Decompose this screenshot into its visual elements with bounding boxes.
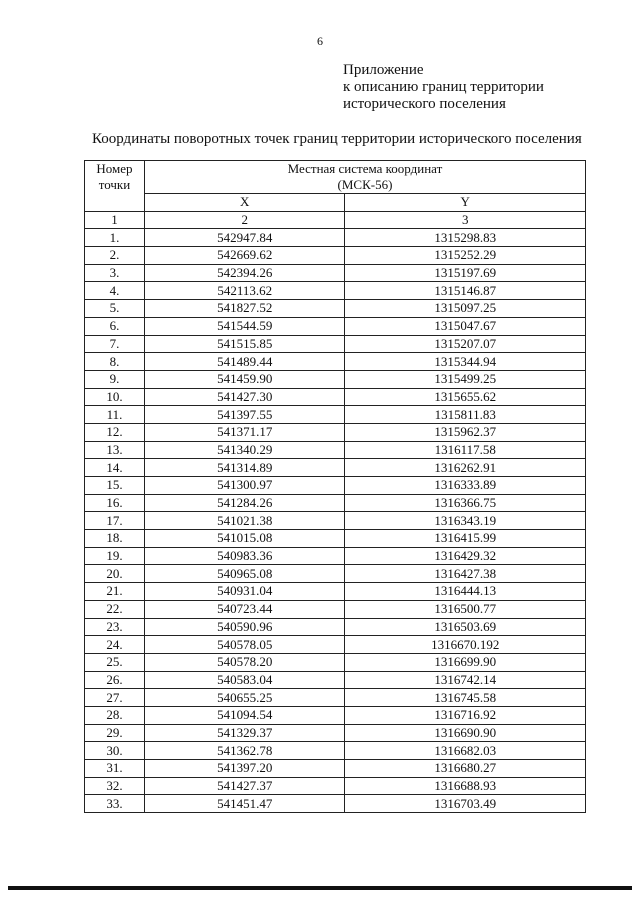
appendix-note	[343, 62, 603, 113]
table-body	[85, 229, 586, 813]
point-number-cell: 22.	[85, 600, 145, 618]
column-index-3: 3	[345, 211, 586, 229]
appendix-line-3: исторического поселения	[343, 96, 506, 112]
x-coordinate-cell: 541459.90	[144, 370, 345, 388]
x-coordinate-cell: 540655.25	[144, 689, 345, 707]
x-coordinate-cell: 540578.05	[144, 636, 345, 654]
x-coordinate-cell: 541015.08	[144, 530, 345, 548]
y-coordinate-cell: 1315047.67	[345, 317, 586, 335]
point-number-cell: 18.	[85, 530, 145, 548]
point-number-cell: 20.	[85, 565, 145, 583]
point-number-cell: 27.	[85, 689, 145, 707]
y-coordinate-cell: 1316429.32	[345, 547, 586, 565]
point-number-cell: 21.	[85, 583, 145, 601]
y-coordinate-cell: 1315097.25	[345, 300, 586, 318]
x-coordinate-cell: 540723.44	[144, 600, 345, 618]
x-coordinate-cell: 542669.62	[144, 247, 345, 265]
point-number-cell: 1.	[85, 229, 145, 247]
y-coordinate-cell: 1315298.83	[345, 229, 586, 247]
header-x: X	[144, 194, 345, 212]
point-number-cell: 31.	[85, 760, 145, 778]
point-number-cell: 7.	[85, 335, 145, 353]
header-point-number	[85, 161, 145, 212]
y-coordinate-cell: 1316427.38	[345, 565, 586, 583]
y-coordinate-cell: 1315197.69	[345, 264, 586, 282]
x-coordinate-cell: 540983.36	[144, 547, 345, 565]
y-coordinate-cell: 1316690.90	[345, 724, 586, 742]
point-number-cell: 26.	[85, 671, 145, 689]
point-number-cell: 13.	[85, 441, 145, 459]
point-number-cell: 5.	[85, 300, 145, 318]
table-row	[85, 406, 586, 424]
point-number-cell: 32.	[85, 777, 145, 795]
x-coordinate-cell: 541544.59	[144, 317, 345, 335]
point-number-cell: 2.	[85, 247, 145, 265]
table-row	[85, 423, 586, 441]
table-row	[85, 742, 586, 760]
y-coordinate-cell: 1316670.192	[345, 636, 586, 654]
table-row	[85, 547, 586, 565]
x-coordinate-cell: 541371.17	[144, 423, 345, 441]
table-row	[85, 477, 586, 495]
y-coordinate-cell: 1315811.83	[345, 406, 586, 424]
y-coordinate-cell: 1316703.49	[345, 795, 586, 813]
table-row	[85, 335, 586, 353]
table-row	[85, 264, 586, 282]
table-row	[85, 317, 586, 335]
y-coordinate-cell: 1315962.37	[345, 423, 586, 441]
x-coordinate-cell: 540583.04	[144, 671, 345, 689]
y-coordinate-cell: 1316262.91	[345, 459, 586, 477]
header-y: Y	[345, 194, 586, 212]
table-row	[85, 724, 586, 742]
table-row	[85, 282, 586, 300]
table-row	[85, 795, 586, 813]
point-number-cell: 4.	[85, 282, 145, 300]
y-coordinate-cell: 1316117.58	[345, 441, 586, 459]
header-number-line-2: точки	[98, 177, 131, 192]
x-coordinate-cell: 540965.08	[144, 565, 345, 583]
point-number-cell: 12.	[85, 423, 145, 441]
point-number-cell: 11.	[85, 406, 145, 424]
x-coordinate-cell: 541451.47	[144, 795, 345, 813]
point-number-cell: 3.	[85, 264, 145, 282]
y-coordinate-cell: 1316366.75	[345, 494, 586, 512]
x-coordinate-cell: 541021.38	[144, 512, 345, 530]
table-row	[85, 530, 586, 548]
point-number-cell: 28.	[85, 706, 145, 724]
x-coordinate-cell: 541397.20	[144, 760, 345, 778]
table-row	[85, 388, 586, 406]
table-row	[85, 706, 586, 724]
x-coordinate-cell: 541329.37	[144, 724, 345, 742]
x-coordinate-cell: 540590.96	[144, 618, 345, 636]
y-coordinate-cell: 1316716.92	[345, 706, 586, 724]
point-number-cell: 25.	[85, 653, 145, 671]
x-coordinate-cell: 541397.55	[144, 406, 345, 424]
point-number-cell: 30.	[85, 742, 145, 760]
table-row	[85, 565, 586, 583]
y-coordinate-cell: 1315499.25	[345, 370, 586, 388]
table-row	[85, 777, 586, 795]
point-number-cell: 33.	[85, 795, 145, 813]
table-row	[85, 229, 586, 247]
x-coordinate-cell: 541427.37	[144, 777, 345, 795]
table-row	[85, 441, 586, 459]
y-coordinate-cell: 1316500.77	[345, 600, 586, 618]
table-row	[85, 494, 586, 512]
y-coordinate-cell: 1316343.19	[345, 512, 586, 530]
x-coordinate-cell: 541427.30	[144, 388, 345, 406]
table-row	[85, 370, 586, 388]
x-coordinate-cell: 541827.52	[144, 300, 345, 318]
table-row	[85, 247, 586, 265]
header-system-line-1: Местная система координат	[287, 161, 443, 176]
appendix-line-2: к описанию границ территории	[343, 79, 544, 95]
x-coordinate-cell: 540578.20	[144, 653, 345, 671]
y-coordinate-cell: 1316503.69	[345, 618, 586, 636]
point-number-cell: 16.	[85, 494, 145, 512]
column-index-2: 2	[144, 211, 345, 229]
table-row	[85, 760, 586, 778]
x-coordinate-cell: 541094.54	[144, 706, 345, 724]
point-number-cell: 29.	[85, 724, 145, 742]
y-coordinate-cell: 1316742.14	[345, 671, 586, 689]
page-number: 6	[317, 34, 323, 48]
coordinates-table	[84, 160, 586, 813]
point-number-cell: 19.	[85, 547, 145, 565]
y-coordinate-cell: 1315655.62	[345, 388, 586, 406]
y-coordinate-cell: 1315252.29	[345, 247, 586, 265]
y-coordinate-cell: 1316699.90	[345, 653, 586, 671]
point-number-cell: 15.	[85, 477, 145, 495]
x-coordinate-cell: 541284.26	[144, 494, 345, 512]
x-coordinate-cell: 541515.85	[144, 335, 345, 353]
x-coordinate-cell: 541489.44	[144, 353, 345, 371]
header-system-line-2: (МСК-56)	[337, 177, 393, 192]
x-coordinate-cell: 541300.97	[144, 477, 345, 495]
document-title: Координаты поворотных точек границ территории исторического поселения	[92, 131, 582, 147]
table-row	[85, 512, 586, 530]
y-coordinate-cell: 1315146.87	[345, 282, 586, 300]
footer-rule	[8, 886, 632, 890]
y-coordinate-cell: 1316444.13	[345, 583, 586, 601]
x-coordinate-cell: 540931.04	[144, 583, 345, 601]
point-number-cell: 10.	[85, 388, 145, 406]
header-number-line-1: Номер	[96, 161, 133, 176]
table-row	[85, 300, 586, 318]
x-coordinate-cell: 542947.84	[144, 229, 345, 247]
y-coordinate-cell: 1316682.03	[345, 742, 586, 760]
table-row	[85, 600, 586, 618]
x-coordinate-cell: 541340.29	[144, 441, 345, 459]
y-coordinate-cell: 1316688.93	[345, 777, 586, 795]
x-coordinate-cell: 541314.89	[144, 459, 345, 477]
table-row	[85, 636, 586, 654]
table-row	[85, 353, 586, 371]
table-row	[85, 459, 586, 477]
y-coordinate-cell: 1316415.99	[345, 530, 586, 548]
table-row	[85, 671, 586, 689]
x-coordinate-cell: 542394.26	[144, 264, 345, 282]
point-number-cell: 23.	[85, 618, 145, 636]
column-index-1: 1	[85, 211, 145, 229]
point-number-cell: 14.	[85, 459, 145, 477]
table-row	[85, 618, 586, 636]
y-coordinate-cell: 1316680.27	[345, 760, 586, 778]
y-coordinate-cell: 1316745.58	[345, 689, 586, 707]
appendix-line-1: Приложение	[343, 62, 424, 78]
x-coordinate-cell: 541362.78	[144, 742, 345, 760]
point-number-cell: 6.	[85, 317, 145, 335]
header-coordinate-system	[144, 161, 585, 194]
y-coordinate-cell: 1315344.94	[345, 353, 586, 371]
table-row	[85, 689, 586, 707]
table-row	[85, 583, 586, 601]
y-coordinate-cell: 1316333.89	[345, 477, 586, 495]
table-row	[85, 653, 586, 671]
point-number-cell: 8.	[85, 353, 145, 371]
point-number-cell: 17.	[85, 512, 145, 530]
y-coordinate-cell: 1315207.07	[345, 335, 586, 353]
point-number-cell: 9.	[85, 370, 145, 388]
point-number-cell: 24.	[85, 636, 145, 654]
x-coordinate-cell: 542113.62	[144, 282, 345, 300]
